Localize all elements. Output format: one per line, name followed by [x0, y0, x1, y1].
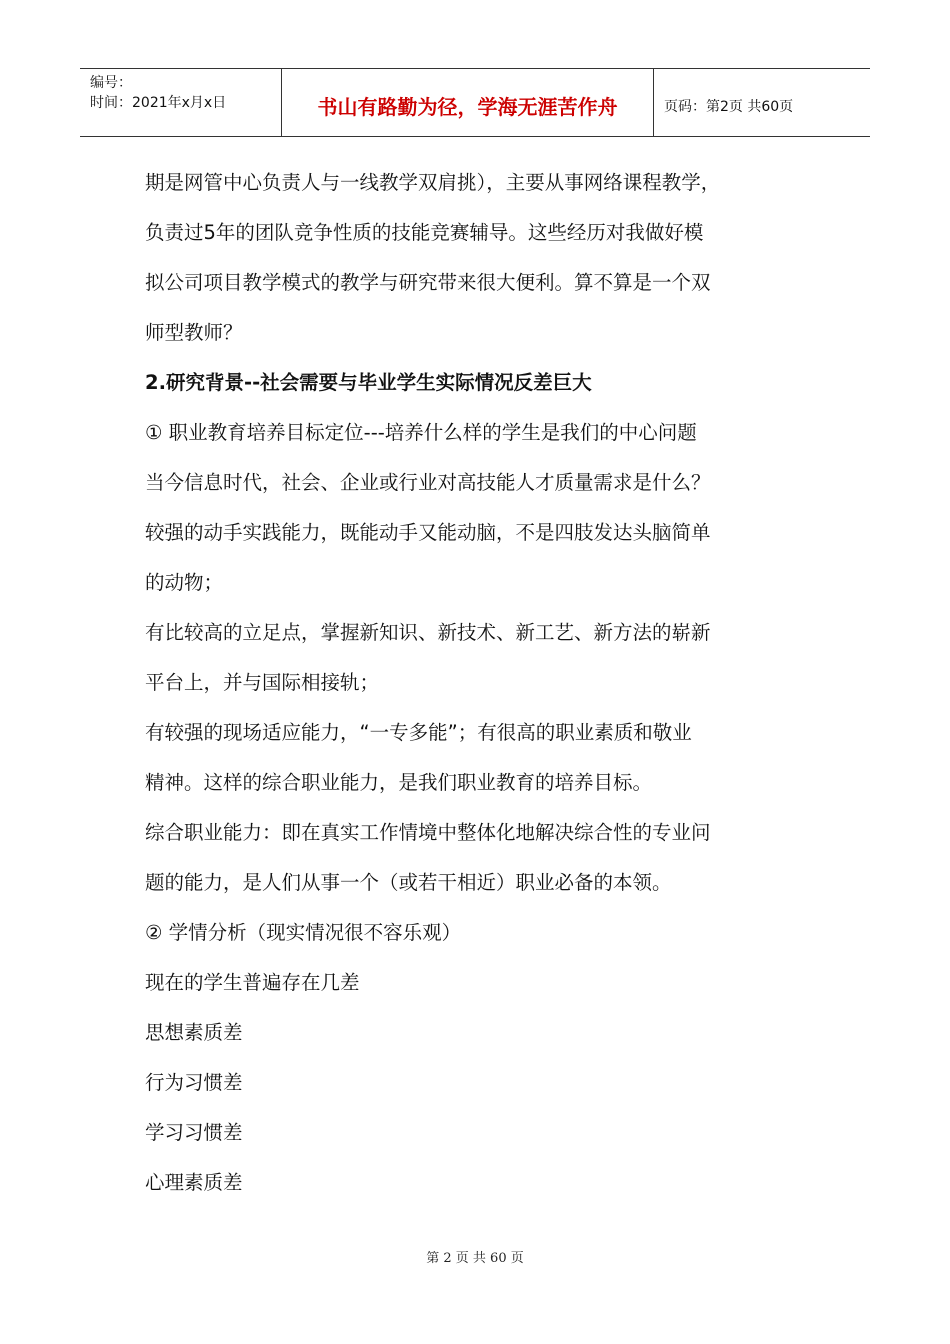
body-paragraph: 拟公司项目教学模式的教学与研究带来很大便利。算不算是一个双: [145, 271, 711, 294]
document-number-label: 编号：: [90, 75, 132, 91]
header-meta: [80, 69, 282, 136]
section-heading: 2.研究背景--社会需要与毕业学生实际情况反差巨大: [145, 371, 592, 394]
body-paragraph: 现在的学生普遍存在几差: [145, 971, 360, 994]
body-paragraph: 题的能力，是人们从事一个（或若干相近）职业必备的本领。: [145, 871, 672, 894]
header-page-info: 页码：第2页 共60页: [664, 98, 794, 115]
body-paragraph: 师型教师？: [145, 321, 243, 344]
body-paragraph: 负责过5年的团队竞争性质的技能竞赛辅导。这些经历对我做好模: [145, 221, 704, 244]
document-body: [145, 158, 805, 1208]
body-paragraph: 平台上，并与国际相接轨；: [145, 671, 380, 694]
document-date: 时间：2021年x月x日: [90, 95, 227, 111]
page-footer: 第 2 页 共 60 页: [426, 1251, 524, 1266]
body-paragraph: 当今信息时代，社会、企业或行业对高技能人才质量需求是什么？: [145, 471, 711, 494]
body-paragraph: 综合职业能力：即在真实工作情境中整体化地解决综合性的专业问: [145, 821, 711, 844]
body-paragraph: 学习习惯差: [145, 1121, 243, 1144]
page-header: [80, 68, 870, 137]
body-paragraph: 思想素质差: [145, 1021, 243, 1044]
body-paragraph: 的动物；: [145, 571, 224, 594]
body-paragraph: 有比较高的立足点，掌握新知识、新技术、新工艺、新方法的崭新: [145, 621, 711, 644]
body-paragraph: 精神。这样的综合职业能力，是我们职业教育的培养目标。: [145, 771, 653, 794]
body-paragraph: ② 学情分析（现实情况很不容乐观）: [145, 921, 462, 944]
body-paragraph: 心理素质差: [145, 1171, 243, 1194]
header-motto: 书山有路勤为径，学海无涯苦作舟: [282, 69, 654, 136]
body-paragraph: 行为习惯差: [145, 1071, 243, 1094]
body-paragraph: 有较强的现场适应能力，“一专多能”；有很高的职业素质和敬业: [145, 721, 692, 744]
body-paragraph: ① 职业教育培养目标定位---培养什么样的学生是我们的中心问题: [145, 421, 697, 444]
body-paragraph: 期是网管中心负责人与一线教学双肩挑），主要从事网络课程教学，: [145, 171, 721, 194]
body-paragraph: 较强的动手实践能力，既能动手又能动脑，不是四肢发达头脑简单: [145, 521, 711, 544]
